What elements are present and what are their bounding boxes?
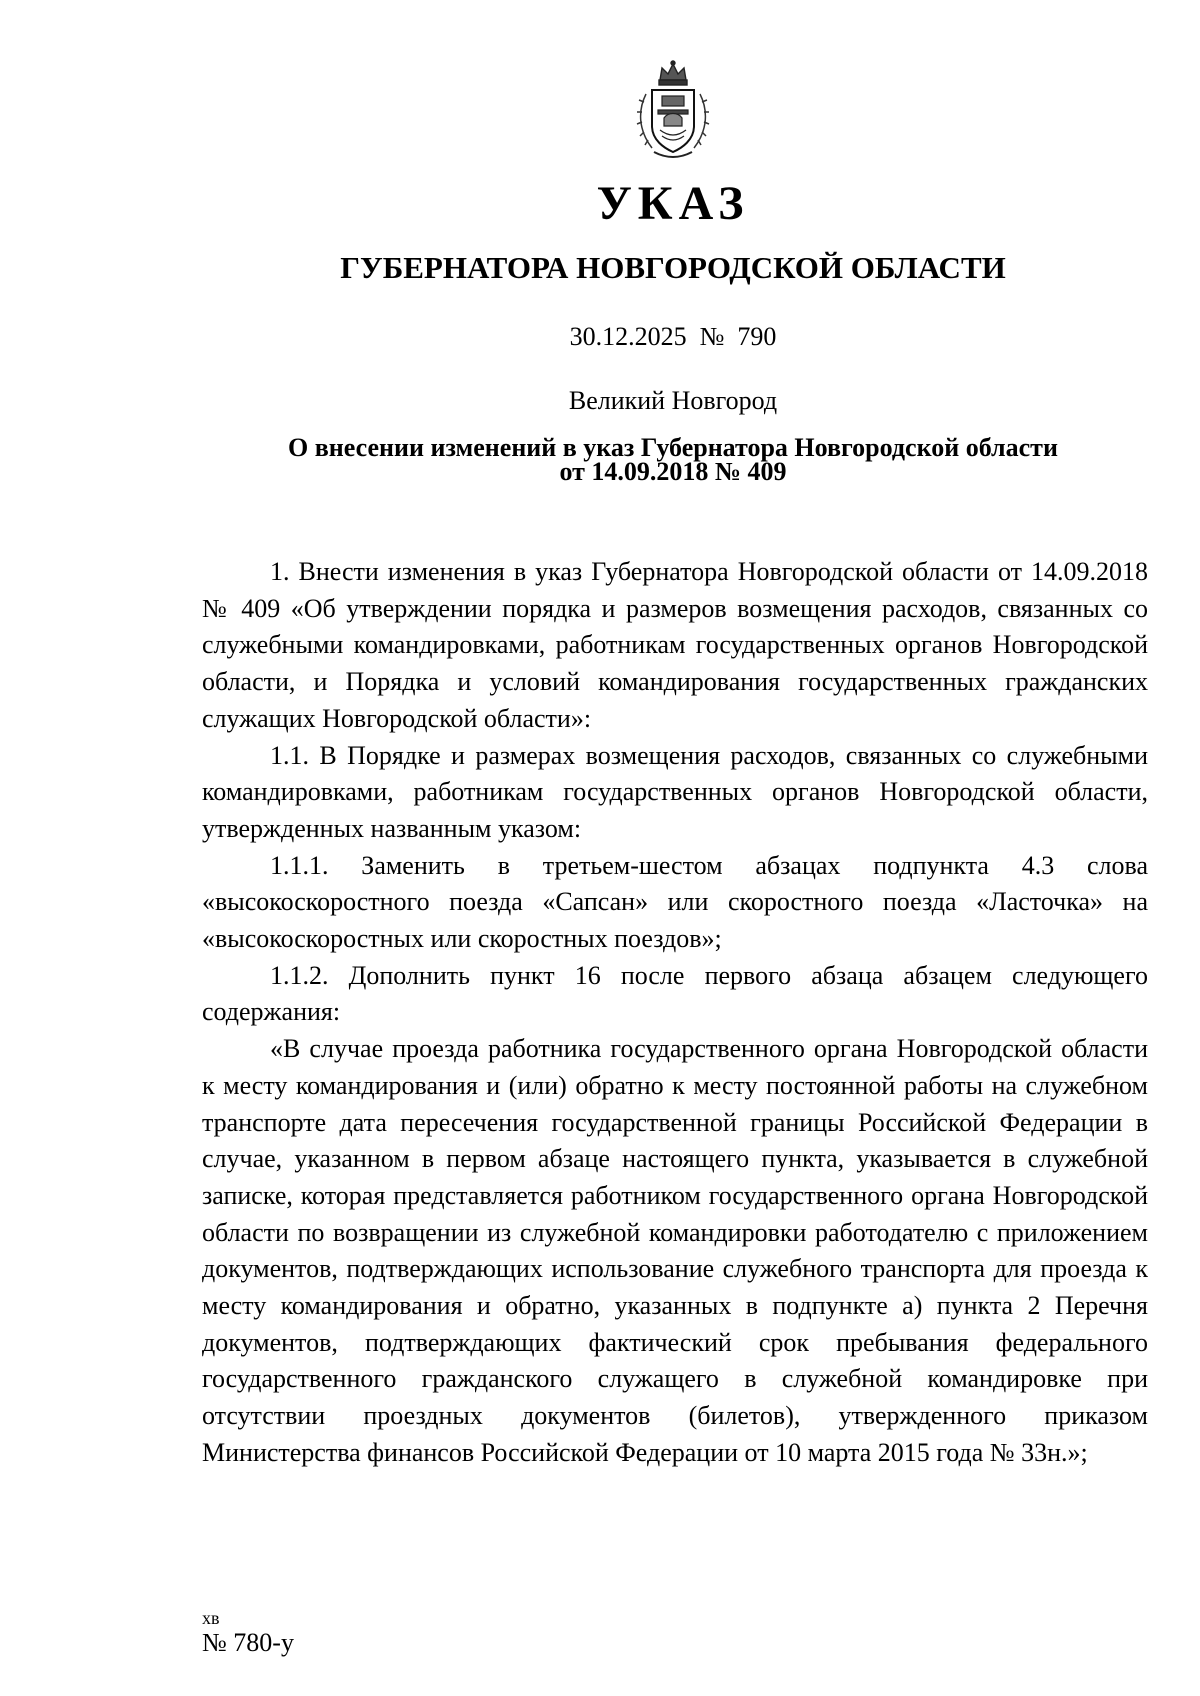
coat-of-arms-icon — [632, 60, 714, 162]
document-title — [0, 433, 1200, 486]
city-name: Великий Новгород — [568, 386, 778, 415]
executor-code: хв — [202, 1608, 220, 1628]
paragraph-1-1-1: 1.1.1. Заменить в третьем-шестом абзацах подпункта 4.3 слова «высокоскоростного поезда «Сапсан» или скоростного поезда «Ласточка» на «высокоскоростных или скоростных поездов»; — [202, 850, 1148, 954]
document-title-line-1: О внесении изменений в указ Губернатора Новгородской области — [288, 433, 1058, 462]
paragraph-1-1: 1.1. В Порядке и размерах возмещения расходов, связанных со служебными командировками, работникам государственных органов Новгородской области, утвержденных названным указом: — [202, 740, 1148, 843]
date-and-number: 30.12.2025 № 790 — [569, 322, 777, 351]
document-type-heading: УКАЗ — [596, 177, 750, 230]
paragraph-1-1-2: 1.1.2. Дополнить пункт 16 после первого абзаца абзацем следующего содержания: — [202, 960, 1148, 1027]
issuer-heading: ГУБЕРНАТОРА НОВГОРОДСКОЙ ОБЛАСТИ — [340, 250, 1006, 285]
paragraph-quoted-addition: «В случае проезда работника государственного органа Новгородской области к месту командирования и (или) обратно к месту постоянной работы на служебном транспорте дата пересечения государственной границы Российской Федерации в случае, указанном в первом абзаце настоящего пункта, указывается в служебной записке, которая представляется работником государственного органа Новгородской области по возвращении из служебной командировки работодателю с приложением документов, подтверждающих использование служебного транспорта для проезда к месту командирования и обратно, указанных в подпункте а) пункта 2 Перечня документов, подтверждающих фактический срок пребывания федерального государственного гражданского служащего в служебной командировке при отсутствии проездных документов (билетов), утвержденного приказом Министерства финансов Российской Федерации от 10 марта 2015 года № 33н.»; — [202, 1034, 1148, 1467]
registration-number: № 780-у — [202, 1628, 294, 1657]
document-body — [202, 554, 1148, 1472]
paragraph-1: 1. Внести изменения в указ Губернатора Новгородской области от 14.09.2018 № 409 «Об утверждении порядка и размеров возмещения расходов, связанных со служебными командировками, работникам государственных органов Новгородской области, и Порядка и условий командирования государственных гражданских служащих Новгородской области»: — [202, 557, 1148, 733]
document-title-line-2: от 14.09.2018 № 409 — [559, 457, 787, 486]
